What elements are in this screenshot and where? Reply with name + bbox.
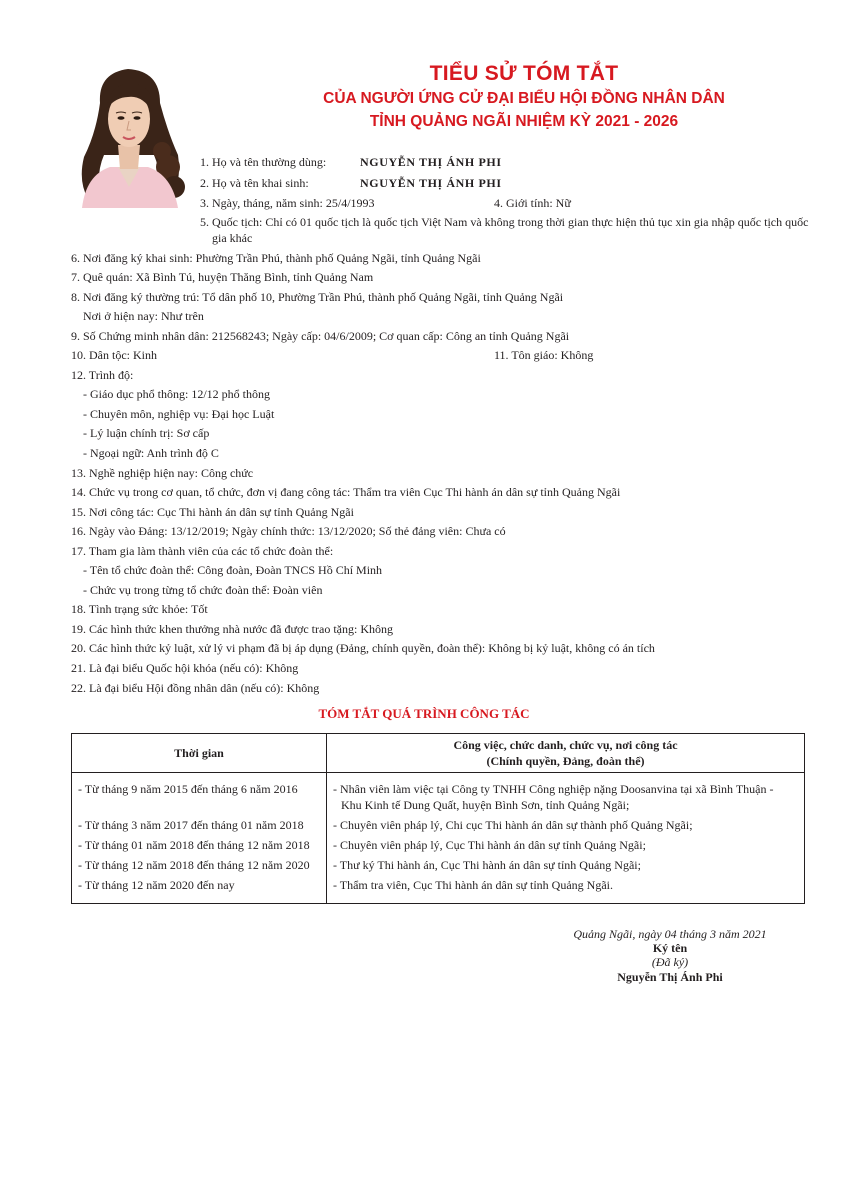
field-organization-roles: - Chức vụ trong từng tổ chức đoàn thể: Đoàn viên — [83, 583, 323, 597]
field-health: 18. Tình trạng sức khỏe: Tốt — [71, 602, 208, 616]
field-national-assembly: 21. Là đại biểu Quốc hội khóa (nếu có): Không — [71, 661, 299, 675]
signed-note: (Đã ký) — [651, 955, 689, 969]
column-header-time: Thời gian — [72, 734, 327, 773]
time-entry: - Từ tháng 9 năm 2015 đến tháng 6 năm 2016 — [78, 782, 298, 796]
portrait-photo — [70, 63, 188, 208]
field-ethnicity: 10. Dân tộc: Kinh — [71, 348, 157, 362]
field-hometown: 7. Quê quán: Xã Bình Tú, huyện Thăng Bình, tỉnh Quảng Nam — [71, 270, 374, 284]
common-name-value: NGUYỄN THỊ ÁNH PHI — [360, 155, 502, 169]
field-occupation: 13. Nghề nghiệp hiện nay: Công chức — [71, 466, 254, 480]
time-entry: - Từ tháng 01 năm 2018 đến tháng 12 năm 2018 — [78, 838, 310, 852]
job-entry: - Thư ký Thi hành án, Cục Thi hành án dân sự tỉnh Quảng Ngãi; — [333, 858, 641, 872]
birth-name-value: NGUYỄN THỊ ÁNH PHI — [360, 176, 502, 190]
nationality-text: 5. Quốc tịch: Chỉ có 01 quốc tịch là quốc tịch Việt Nam và không trong thời gian thực hiện thủ tục xin gia nhập quốc tịch quốc gia khác — [200, 215, 809, 245]
column-header-job — [327, 734, 805, 773]
field-label: 2. Họ và tên khai sinh: — [200, 176, 309, 190]
document-title: TIỂU SỬ TÓM TẮT — [429, 62, 619, 85]
field-education-political: - Lý luận chính trị: Sơ cấp — [83, 426, 210, 440]
field-current-residence: Nơi ở hiện nay: Như trên — [83, 309, 204, 323]
field-education-general: - Giáo dục phổ thông: 12/12 phổ thông — [83, 387, 270, 401]
time-cell — [72, 773, 327, 904]
field-peoples-council: 22. Là đại biểu Hội đồng nhân dân (nếu có): Không — [71, 681, 320, 695]
job-cell — [327, 773, 805, 904]
field-education: 12. Trình độ: — [71, 368, 134, 382]
time-entry: - Từ tháng 12 năm 2020 đến nay — [78, 878, 235, 892]
work-history-table — [71, 733, 805, 904]
field-organizations: 17. Tham gia làm thành viên của các tổ chức đoàn thể: — [71, 544, 334, 558]
field-organization-names: - Tên tổ chức đoàn thể: Công đoàn, Đoàn TNCS Hồ Chí Minh — [83, 563, 383, 577]
field-discipline: 20. Các hình thức kỷ luật, xử lý vi phạm đã bị áp dụng (Đảng, chính quyền, đoàn thể): Không bị kỷ luật, không có án tích — [71, 641, 655, 655]
signer-name: Nguyễn Thị Ánh Phi — [617, 970, 723, 984]
field-position: 14. Chức vụ trong cơ quan, tổ chức, đơn vị đang công tác: Thẩm tra viên Cục Thi hành án dân sự tỉnh Quảng Ngãi — [71, 485, 621, 499]
field-education-professional: - Chuyên môn, nghiệp vụ: Đại học Luật — [83, 407, 275, 421]
field-gender: 4. Giới tính: Nữ — [494, 196, 571, 210]
column-header-job-line2: (Chính quyền, Đảng, đoàn thể) — [486, 754, 645, 768]
field-id-card: 9. Số Chứng minh nhân dân: 212568243; Ngày cấp: 04/6/2009; Cơ quan cấp: Công an tỉnh Quảng Ngãi — [71, 329, 570, 343]
job-entry: - Nhân viên làm việc tại Công ty TNHH Công nghiệp nặng Doosanvina tại xã Bình Thuận - — [333, 782, 774, 796]
job-entry-continued: Khu Kinh tế Dung Quất, huyện Bình Sơn, tỉnh Quảng Ngãi; — [341, 798, 630, 812]
job-entry: - Chuyên viên pháp lý, Cục Thi hành án dân sự tỉnh Quảng Ngãi; — [333, 838, 646, 852]
field-religion: 11. Tôn giáo: Không — [494, 348, 594, 362]
field-label: 1. Họ và tên thường dùng: — [200, 155, 327, 169]
field-party: 16. Ngày vào Đảng: 13/12/2019; Ngày chính thức: 13/12/2020; Số thẻ đảng viên: Chưa có — [71, 524, 506, 538]
table-header-row — [72, 734, 805, 773]
field-education-language: - Ngoại ngữ: Anh trình độ C — [83, 446, 219, 460]
time-entry: - Từ tháng 3 năm 2017 đến tháng 01 năm 2018 — [78, 818, 304, 832]
place-and-date: Quảng Ngãi, ngày 04 tháng 3 năm 2021 — [573, 927, 767, 941]
field-birth-name — [200, 175, 309, 191]
field-birth-date: 3. Ngày, tháng, năm sinh: 25/4/1993 — [200, 196, 375, 210]
field-nationality — [200, 214, 810, 246]
field-common-name — [200, 154, 326, 170]
sign-label: Ký tên — [652, 941, 688, 955]
table-row — [72, 773, 805, 904]
field-permanent-residence: 8. Nơi đăng ký thường trú: Tổ dân phố 10, Phường Trần Phú, thành phố Quảng Ngãi, tỉnh Quảng Ngãi — [71, 290, 564, 304]
column-header-job-line1: Công việc, chức danh, chức vụ, nơi công tác — [453, 738, 678, 752]
field-awards: 19. Các hình thức khen thưởng nhà nước đã được trao tặng: Không — [71, 622, 393, 636]
job-entry: - Chuyên viên pháp lý, Chi cục Thi hành án dân sự thành phố Quảng Ngãi; — [333, 818, 693, 832]
work-history-title: TÓM TẮT QUÁ TRÌNH CÔNG TÁC — [318, 706, 530, 721]
document-subtitle-2: TỈNH QUẢNG NGÃI NHIỆM KỲ 2021 - 2026 — [369, 113, 679, 130]
field-birth-registration: 6. Nơi đăng ký khai sinh: Phường Trần Phú, thành phố Quảng Ngãi, tỉnh Quảng Ngãi — [71, 251, 481, 265]
document-subtitle-1: CỦA NGƯỜI ỨNG CỬ ĐẠI BIỂU HỘI ĐỒNG NHÂN DÂN — [323, 90, 725, 107]
time-entry: - Từ tháng 12 năm 2018 đến tháng 12 năm 2020 — [78, 858, 310, 872]
job-entry: - Thẩm tra viên, Cục Thi hành án dân sự tỉnh Quảng Ngãi. — [333, 878, 614, 892]
field-workplace: 15. Nơi công tác: Cục Thi hành án dân sự tỉnh Quảng Ngãi — [71, 505, 354, 519]
